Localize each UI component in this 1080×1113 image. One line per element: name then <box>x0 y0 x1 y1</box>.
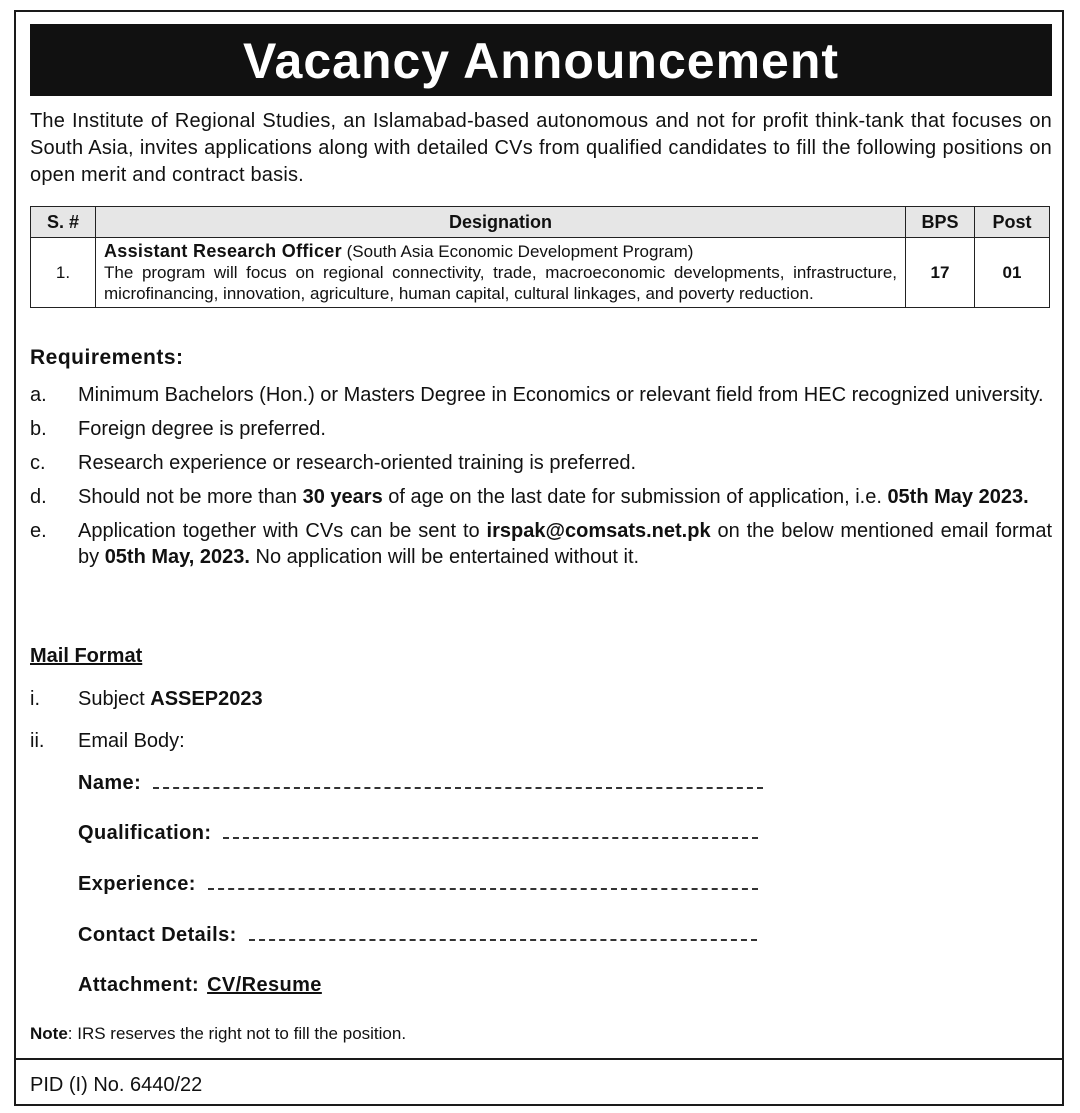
list-item <box>30 484 1052 510</box>
divider <box>14 1058 1064 1060</box>
item-label: c. <box>30 452 46 474</box>
experience-field <box>78 873 758 896</box>
text-part: Should not be more than <box>78 486 303 508</box>
blank-line <box>153 773 763 789</box>
item-label: a. <box>30 384 47 406</box>
deadline-date: 05th May, 2023. <box>104 546 250 568</box>
item-text <box>78 518 1052 570</box>
positions-table <box>30 206 1050 308</box>
list-item <box>30 728 263 754</box>
table-header-row <box>31 207 1050 238</box>
header-post: Post <box>975 207 1050 238</box>
blank-line <box>208 874 758 890</box>
text-part: No application will be entertained without it. <box>249 546 640 568</box>
text-part: of age on the last date for submission of application, i.e. <box>382 486 888 508</box>
header-bps: BPS <box>906 207 975 238</box>
item-text <box>78 484 1052 510</box>
field-label: Contact Details: <box>78 924 237 946</box>
note-text: : IRS reserves the right not to fill the position. <box>67 1024 407 1043</box>
note-label: Note <box>30 1024 68 1043</box>
email-address: irspak@comsats.net.pk <box>486 520 711 542</box>
contact-details-field <box>78 924 757 947</box>
requirements-list <box>30 382 1052 578</box>
list-item <box>30 518 1052 570</box>
pid-number: PID (I) No. 6440/22 <box>30 1074 203 1096</box>
item-text: Email Body: <box>78 730 185 752</box>
attachment-field <box>78 974 322 997</box>
list-item <box>30 416 1052 442</box>
deadline-date: 05th May 2023. <box>887 486 1029 508</box>
field-label: Experience: <box>78 873 196 895</box>
item-label: ii. <box>30 730 45 752</box>
blank-line <box>223 823 758 839</box>
header-designation: Designation <box>96 207 906 238</box>
blank-line <box>249 925 757 941</box>
row-bps: 17 <box>906 238 975 308</box>
item-text <box>78 686 263 712</box>
qualification-field <box>78 822 758 845</box>
requirements-heading: Requirements: <box>30 346 184 369</box>
row-post: 01 <box>975 238 1050 308</box>
field-label: Qualification: <box>78 822 212 844</box>
list-item <box>30 686 263 712</box>
program-description: The program will focus on regional connectivity, trade, macroeconomic developments, infrastructure, microfinancing, innovation, agriculture, human capital, cultural linkages, and poverty reduction. <box>104 263 897 303</box>
attachment-value: CV/Resume <box>207 974 322 996</box>
text-part: Subject <box>78 688 151 710</box>
table-row <box>31 238 1050 308</box>
field-label: Name: <box>78 772 142 794</box>
item-label: b. <box>30 418 47 440</box>
intro-paragraph: The Institute of Regional Studies, an Islamabad-based autonomous and not for profit think-tank that focuses on South Asia, invites applications along with detailed CVs from qualified candidates to fill the following positions on open merit and contract basis. <box>30 110 1052 186</box>
list-item <box>30 450 1052 476</box>
page-title: Vacancy Announcement <box>30 24 1052 96</box>
name-field <box>78 772 763 795</box>
item-label: i. <box>30 688 40 710</box>
role-title: Assistant Research Officer <box>104 241 342 261</box>
text-part: Application together with CVs can be sent to <box>78 520 487 542</box>
item-label: d. <box>30 486 47 508</box>
item-text: Research experience or research-oriented training is preferred. <box>78 452 637 474</box>
mail-format-list <box>30 686 263 770</box>
item-text: Minimum Bachelors (Hon.) or Masters Degree in Economics or relevant field from HEC recognized university. <box>78 384 1044 406</box>
mail-format-heading: Mail Format <box>30 645 143 667</box>
text-part: on the below mentioned email format by <box>78 520 1053 568</box>
row-designation <box>96 238 906 308</box>
program-name: (South Asia Economic Development Program) <box>346 242 694 261</box>
item-label: e. <box>30 520 47 542</box>
age-limit: 30 years <box>302 486 383 508</box>
note <box>30 1024 406 1044</box>
subject-code: ASSEP2023 <box>150 688 263 710</box>
field-label: Attachment: <box>78 974 200 996</box>
item-text: Foreign degree is preferred. <box>78 418 326 440</box>
header-sn: S. # <box>31 207 96 238</box>
list-item <box>30 382 1052 408</box>
row-sn: 1. <box>31 238 96 308</box>
